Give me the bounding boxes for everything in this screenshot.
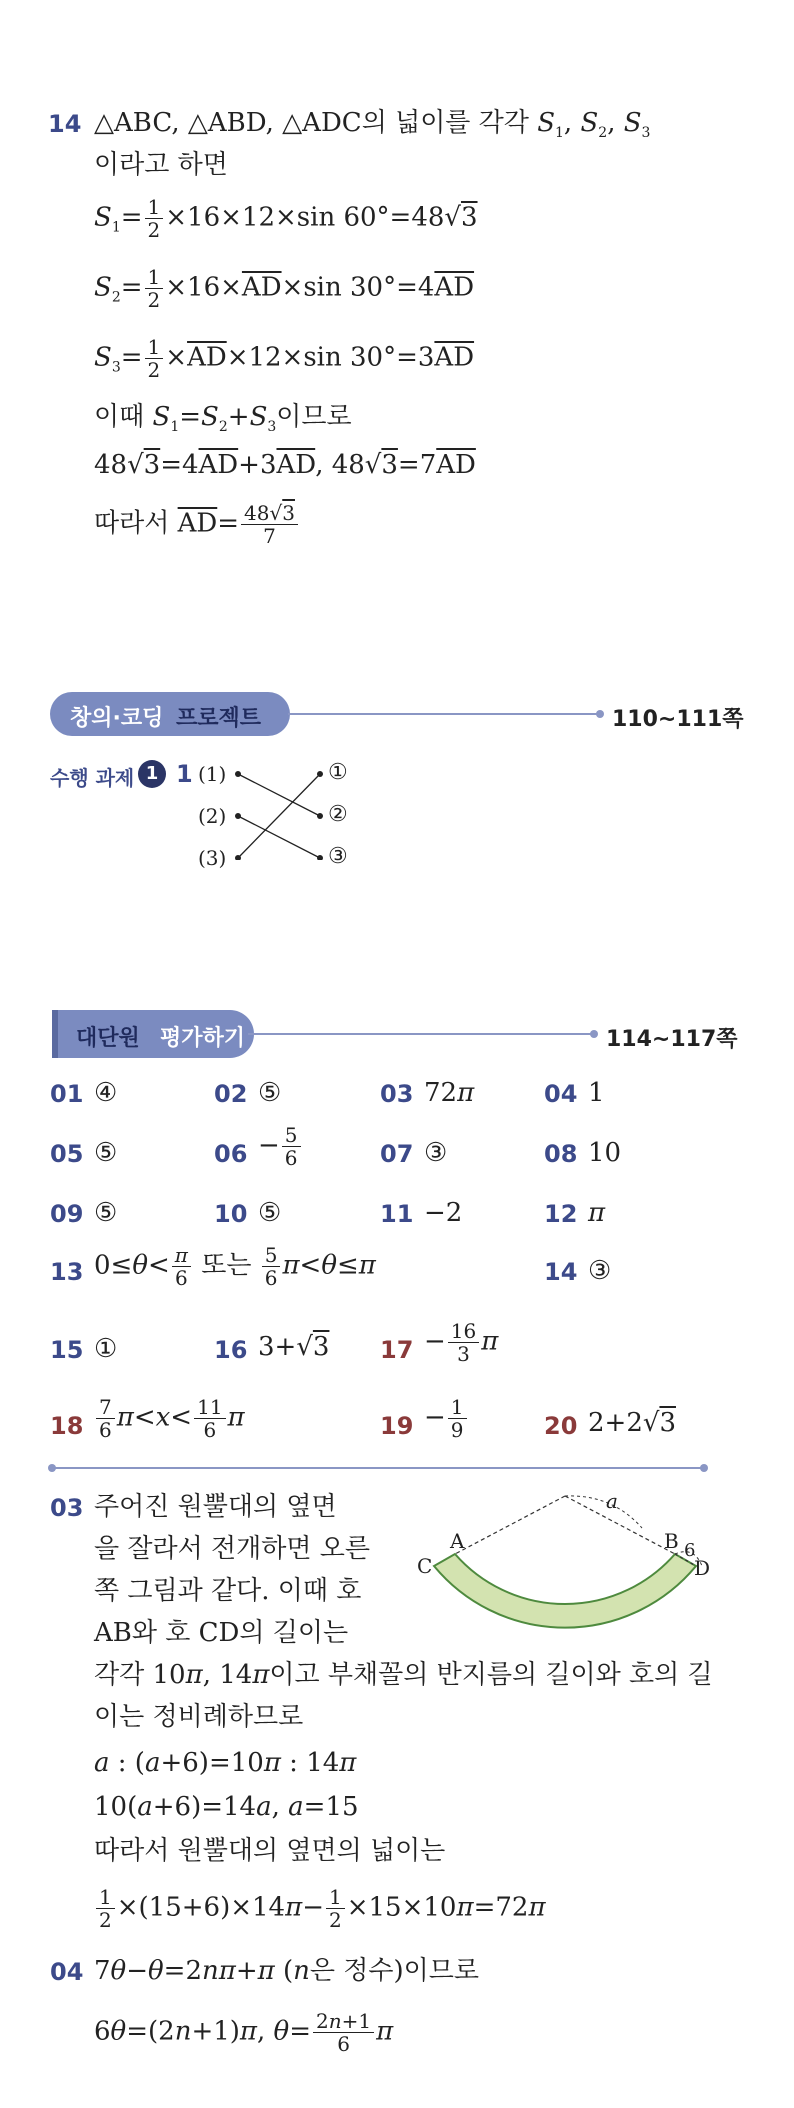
project-header-rule bbox=[288, 713, 600, 715]
ans-value: 1 bbox=[588, 1078, 605, 1108]
project-title-a: 창의·코딩 bbox=[70, 706, 164, 731]
ans-value: 3+√3 bbox=[258, 1332, 330, 1362]
ans-num: 10 bbox=[214, 1200, 248, 1228]
ans-num: 16 bbox=[214, 1336, 248, 1364]
ans-num: 03 bbox=[380, 1080, 414, 1108]
ans-value: ③ bbox=[588, 1256, 612, 1286]
label-B: B bbox=[664, 1529, 679, 1553]
ans-num: 17 bbox=[380, 1336, 414, 1364]
label-a: a bbox=[606, 1489, 618, 1513]
ans-value: − $\frac{5}{6}$ bbox=[258, 1124, 303, 1169]
ans-value: − $\frac{1}{9}$ bbox=[424, 1396, 469, 1441]
ans-num: 09 bbox=[50, 1200, 84, 1228]
sol03-conclude: 따라서 원뿔대의 옆면의 넓이는 bbox=[94, 1836, 446, 1866]
eval-header-rule bbox=[248, 1033, 594, 1035]
p14-s2: $S_2=$ $\frac{1}{2}$ $\times 16\times\overline{AD}\times\sin$ $30^\circ=4\overline{AD}$ bbox=[94, 265, 475, 312]
label-6: 6 bbox=[684, 1540, 696, 1561]
project-header-pill bbox=[50, 692, 290, 736]
eval-header-pill bbox=[52, 1010, 254, 1058]
ans-num: 01 bbox=[50, 1080, 84, 1108]
eval-title-b: 평가하기 bbox=[160, 1026, 246, 1051]
frustum-development-figure bbox=[412, 1488, 712, 1648]
match-right-2: ② bbox=[328, 802, 348, 827]
length-a-brace bbox=[565, 1496, 642, 1528]
sol03-ratio: a : (a+6)=10π : 14π bbox=[94, 1748, 357, 1778]
label-A: A bbox=[450, 1529, 465, 1553]
task-sub-number: 1 bbox=[176, 760, 193, 788]
match-right-3: ③ bbox=[328, 844, 348, 869]
eval-header-dot bbox=[590, 1030, 598, 1038]
ans-num: 07 bbox=[380, 1140, 414, 1168]
ans-value: 0≤θ< $\frac{\pi}{6}$ 또는 $\frac{5}{6}$ π<θ≤π bbox=[94, 1243, 376, 1290]
ans-num: 13 bbox=[50, 1258, 84, 1286]
ans-num: 11 bbox=[380, 1200, 414, 1228]
sol04-line2: 6θ=(2n+1)π, θ= $\frac{2n+1}{6}$ π bbox=[94, 2009, 394, 2056]
task-label: 수행 과제 bbox=[50, 766, 135, 790]
ans-value: −2 bbox=[424, 1198, 463, 1228]
project-title-b: 프로젝트 bbox=[176, 706, 262, 731]
sol04-number: 04 bbox=[50, 1958, 84, 1986]
problem-14-number: 14 bbox=[48, 110, 82, 138]
ans-num: 06 bbox=[214, 1140, 248, 1168]
match-right-1: ① bbox=[328, 760, 348, 785]
p14-cond: 이때 $S_1=S_2+S_3$이므로 bbox=[94, 402, 352, 436]
ans-num: 20 bbox=[544, 1412, 578, 1440]
p14-intro-2: 이라고 하면 bbox=[94, 150, 228, 180]
radius-dashed-left bbox=[455, 1496, 565, 1554]
ans-num: 02 bbox=[214, 1080, 248, 1108]
p14-s3: $S_3=$ $\frac{1}{2}$ $\times\overline{AD}\times 12\times\sin$ $30^\circ=3\overline{AD}$ bbox=[94, 335, 475, 382]
sol03-number: 03 bbox=[50, 1494, 84, 1522]
match-left-1: (1) bbox=[198, 762, 227, 786]
project-header-dot bbox=[596, 710, 604, 718]
ans-value: 72π bbox=[424, 1078, 475, 1108]
ans-value: − $\frac{16}{3}$ π bbox=[424, 1319, 499, 1366]
sol03-line: 각각 10π, 14π이고 부채꼴의 반지름의 길이와 호의 길 bbox=[94, 1660, 713, 1690]
project-pages: 110~111쪽 bbox=[612, 707, 744, 732]
p14-eq: $48√3=4\overline{AD}+3\overline{AD}$, $48√3=7\overline{AD}$ bbox=[94, 450, 476, 480]
ans-value: ③ bbox=[424, 1138, 448, 1168]
label-C: C bbox=[417, 1554, 433, 1578]
matching-lines bbox=[230, 760, 330, 860]
ans-num: 19 bbox=[380, 1412, 414, 1440]
ans-value: ⑤ bbox=[94, 1198, 118, 1228]
ans-num: 08 bbox=[544, 1140, 578, 1168]
p14-result: 따라서 $\overline{AD}=$ $\frac{48√3}{7}$ bbox=[94, 502, 300, 547]
ans-value: $\frac{7}{6}$ π<x< $\frac{11}{6}$ π bbox=[94, 1396, 245, 1441]
sol04-line1: 7θ−θ=2nπ+π (n은 정수)이므로 bbox=[94, 1956, 479, 1986]
task-number-badge: 1 bbox=[138, 760, 166, 788]
sol03-area: $\frac{1}{2}$ ×(15+6)×14π− $\frac{1}{2}$ ×15×10π=72π bbox=[94, 1886, 546, 1931]
ans-num: 04 bbox=[544, 1080, 578, 1108]
match-left-3: (3) bbox=[198, 846, 227, 870]
sol03-line: 이는 정비례하므로 bbox=[94, 1702, 304, 1732]
section-divider bbox=[54, 1467, 704, 1469]
ans-num: 12 bbox=[544, 1200, 578, 1228]
ans-value: 2+2√3 bbox=[588, 1408, 676, 1438]
ans-value: ④ bbox=[94, 1078, 118, 1108]
ans-value: ⑤ bbox=[258, 1198, 282, 1228]
ans-num: 18 bbox=[50, 1412, 84, 1440]
sol03-line: 을 잘라서 전개하면 오른 bbox=[94, 1534, 370, 1564]
ans-value: ① bbox=[94, 1334, 118, 1364]
p14-intro: △ABC, △ABD, △ADC의 넓이를 각각 $S_1$, $S_2$, $S_3$ bbox=[94, 108, 651, 142]
sol03-line: AB와 호 CD의 길이는 bbox=[94, 1618, 349, 1648]
ans-value: ⑤ bbox=[94, 1138, 118, 1168]
annular-sector bbox=[434, 1554, 696, 1628]
ans-num: 05 bbox=[50, 1140, 84, 1168]
ans-value: π bbox=[588, 1198, 606, 1228]
radius-dashed-right bbox=[565, 1496, 675, 1554]
ans-value: 10 bbox=[588, 1138, 622, 1168]
eval-title-a: 대단원 bbox=[76, 1026, 140, 1051]
eval-pages: 114~117쪽 bbox=[606, 1027, 738, 1052]
sol03-eq: 10(a+6)=14a, a=15 bbox=[94, 1792, 359, 1822]
ans-value: ⑤ bbox=[258, 1078, 282, 1108]
ans-num: 15 bbox=[50, 1336, 84, 1364]
divider-dot-right bbox=[700, 1464, 708, 1472]
ans-num: 14 bbox=[544, 1258, 578, 1286]
match-left-2: (2) bbox=[198, 804, 227, 828]
sol03-line: 쪽 그림과 같다. 이때 호 bbox=[94, 1576, 362, 1606]
p14-s1: $S_1=$ $\frac{1}{2}$ ×16×12×sin 60°=48√3 bbox=[94, 195, 478, 242]
sol03-line: 주어진 원뿔대의 옆면 bbox=[94, 1492, 337, 1522]
label-D: D bbox=[694, 1556, 711, 1580]
